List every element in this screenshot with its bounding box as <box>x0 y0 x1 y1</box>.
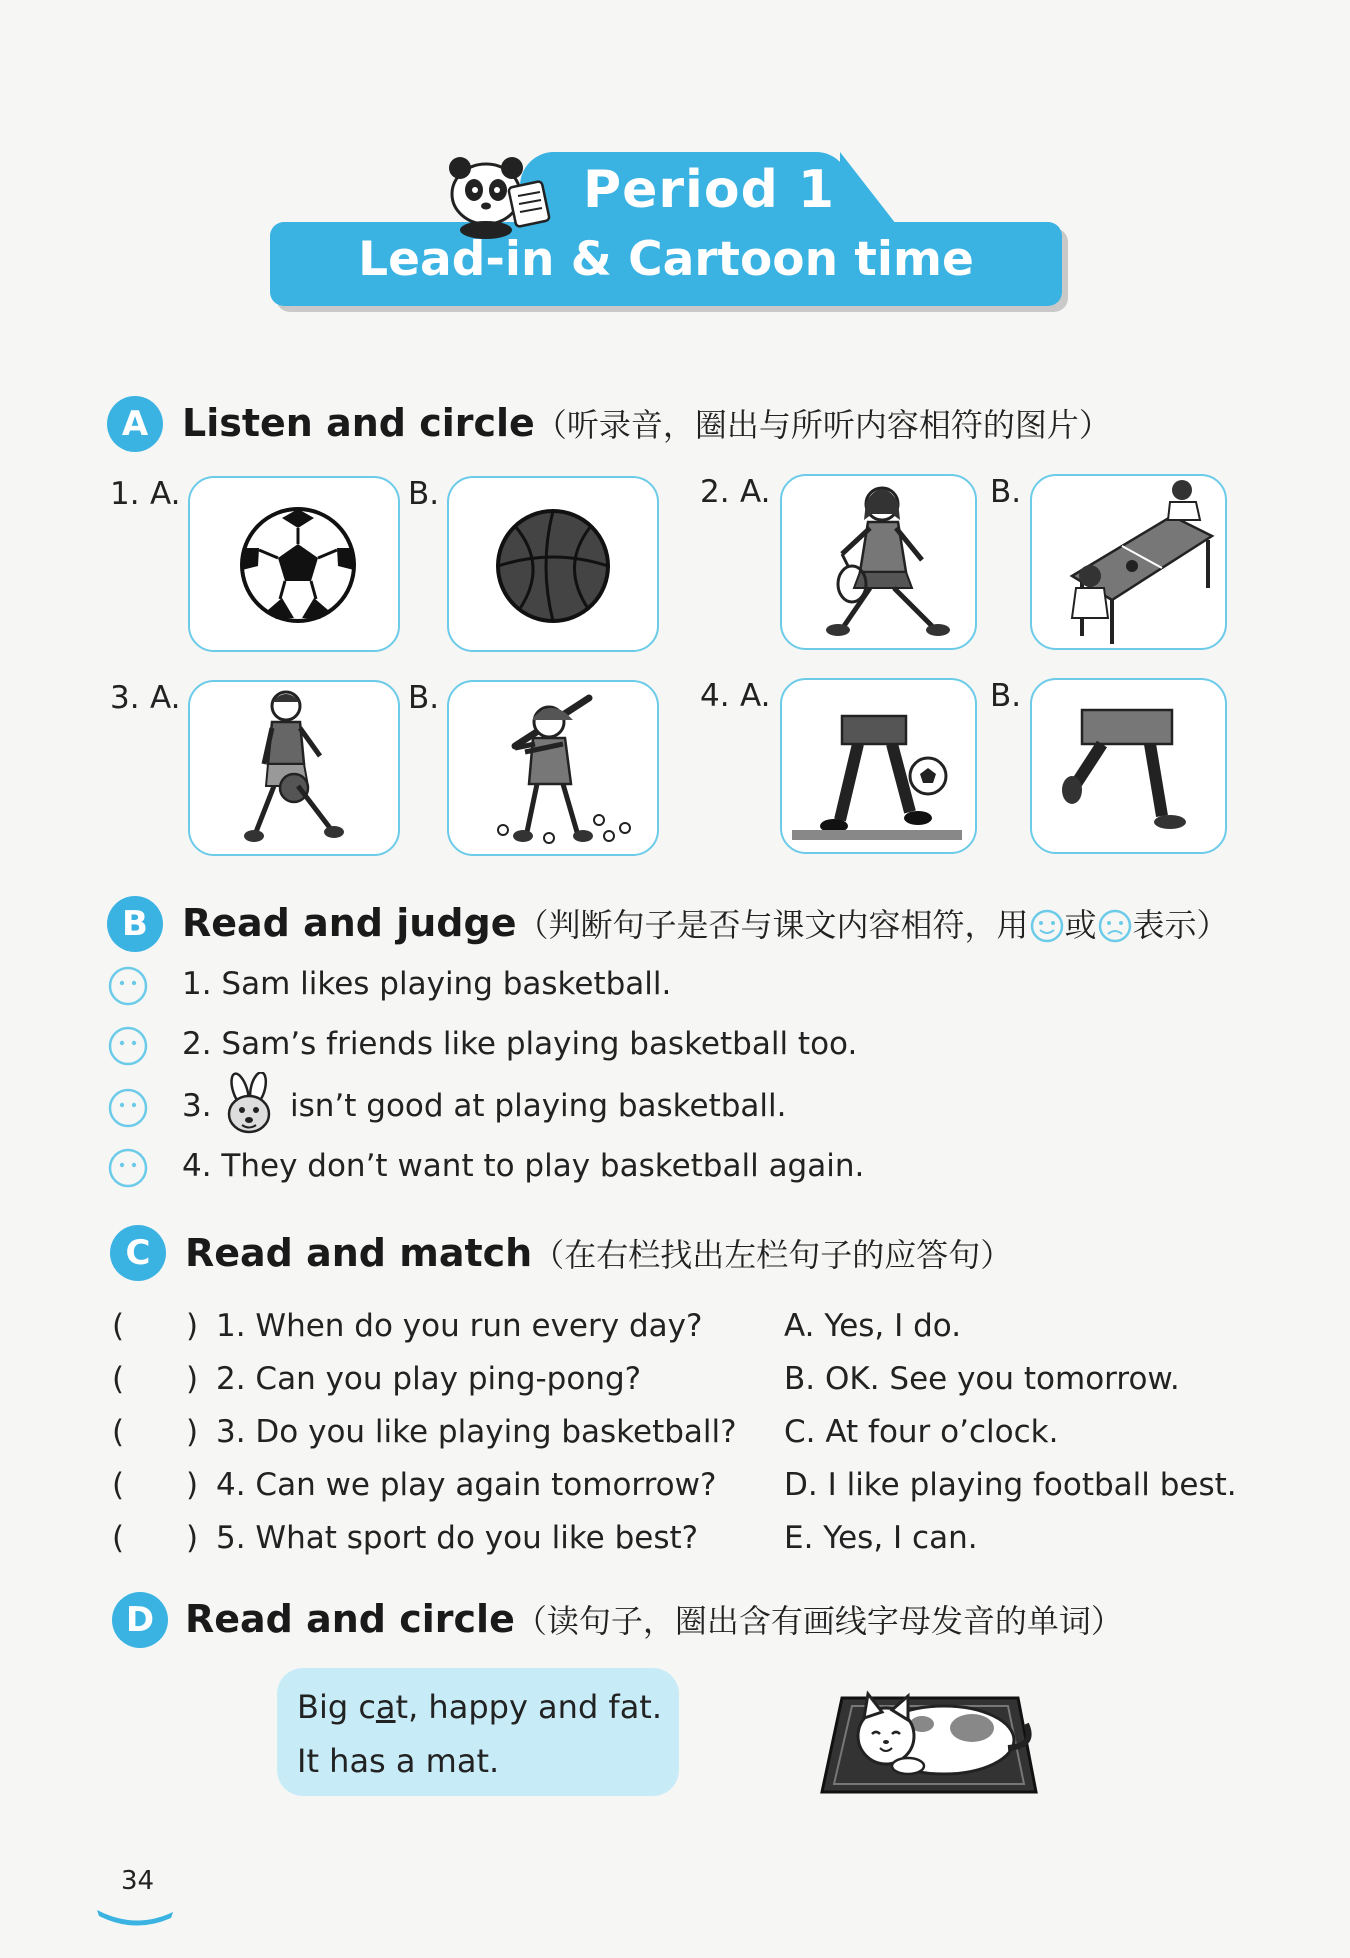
answer-open-paren: ( <box>112 1467 125 1503</box>
item-2-label-a: A. <box>740 474 771 510</box>
blank-face-icon[interactable] <box>108 1026 148 1066</box>
judge-item-2: 2. Sam’s friends like playing basketball too. <box>182 1026 858 1062</box>
item-4-option-b[interactable] <box>1030 678 1227 854</box>
answer-close-paren: ) <box>186 1308 199 1344</box>
girl-playing-badminton-icon <box>782 476 975 648</box>
section-a-note: （听录音，圈出与所听内容相符的图片） <box>534 406 1111 444</box>
answer-open-paren: ( <box>112 1361 125 1397</box>
match-answer-e: E. Yes, I can. <box>784 1520 978 1556</box>
item-2-label-b: B. <box>990 474 1022 510</box>
rabbit-character-icon <box>218 1072 280 1138</box>
page-swoosh-decoration <box>95 1904 175 1928</box>
boy-playing-baseball-icon <box>449 682 657 854</box>
match-answer-b: B. OK. See you tomorrow. <box>784 1361 1180 1397</box>
cat-on-mat-icon <box>812 1662 1048 1802</box>
section-a-badge: A <box>107 396 163 452</box>
section-c-badge: C <box>110 1225 166 1281</box>
match-question-4: 4. Can we play again tomorrow? <box>216 1467 717 1503</box>
rhyme-line-2: It has a mat. <box>297 1742 500 1780</box>
section-a-title: Listen and circle <box>182 401 535 445</box>
answer-open-paren: ( <box>112 1520 125 1556</box>
item-2-number: 2. <box>700 474 730 510</box>
section-b-note-before: （判断句子是否与课文内容相符，用 <box>516 906 1029 944</box>
sad-face-icon <box>1097 908 1133 944</box>
section-c-title: Read and match <box>185 1231 533 1275</box>
item-4-number: 4. <box>700 678 730 714</box>
section-d-note: （读句子，圈出含有画线字母发音的单词） <box>514 1602 1123 1640</box>
boy-playing-basketball-icon <box>190 682 398 854</box>
section-d-badge: D <box>112 1592 168 1648</box>
answer-close-paren: ) <box>186 1467 199 1503</box>
item-1-number: 1. <box>110 476 140 512</box>
section-d-title: Read and circle <box>185 1597 515 1641</box>
soccer-ball-icon <box>190 478 398 650</box>
item-3-label-a: A. <box>150 680 181 716</box>
answer-close-paren: ) <box>186 1414 199 1450</box>
section-c-note: （在右栏找出左栏句子的应答句） <box>532 1236 1013 1274</box>
match-answer-d: D. I like playing football best. <box>784 1467 1237 1503</box>
judge-item-3: isn’t good at playing basketball. <box>290 1088 787 1124</box>
item-3-label-b: B. <box>408 680 440 716</box>
item-2-option-b[interactable] <box>1030 474 1227 650</box>
section-b-badge: B <box>107 896 163 952</box>
item-2-option-a[interactable] <box>780 474 977 650</box>
section-b-note-mid: 或 <box>1064 906 1097 944</box>
rhyme-line-1 <box>297 1688 662 1726</box>
lesson-subtitle: Lead-in & Cartoon time <box>358 232 974 287</box>
section-b-heading <box>182 900 1229 946</box>
underlined-letter: a <box>375 1688 396 1726</box>
blank-face-icon[interactable] <box>108 1088 148 1128</box>
item-4-label-a: A. <box>740 678 771 714</box>
match-answer-a: A. Yes, I do. <box>784 1308 962 1344</box>
section-b-title: Read and judge <box>182 901 517 945</box>
section-a-heading <box>182 400 1111 446</box>
item-3-number: 3. <box>110 680 140 716</box>
match-question-1: 1. When do you run every day? <box>216 1308 703 1344</box>
blank-face-icon[interactable] <box>108 966 148 1006</box>
period-title: Period 1 <box>583 160 836 220</box>
legs-running-icon <box>1032 680 1225 852</box>
item-4-label-b: B. <box>990 678 1022 714</box>
item-3-option-b[interactable] <box>447 680 659 856</box>
match-question-5: 5. What sport do you like best? <box>216 1520 699 1556</box>
answer-open-paren: ( <box>112 1414 125 1450</box>
judge-item-3-number: 3. <box>182 1088 212 1124</box>
basketball-icon <box>449 478 657 650</box>
answer-open-paren: ( <box>112 1308 125 1344</box>
item-1-label-b: B. <box>408 476 440 512</box>
page-number: 34 <box>121 1866 155 1896</box>
rhyme-line-1-end: t, happy and fat. <box>395 1688 663 1726</box>
rhyme-line-1-start: Big c <box>297 1688 376 1726</box>
item-1-option-b[interactable] <box>447 476 659 652</box>
answer-close-paren: ) <box>186 1520 199 1556</box>
section-c-heading <box>185 1230 1012 1276</box>
legs-kicking-football-icon <box>782 680 975 852</box>
answer-close-paren: ) <box>186 1361 199 1397</box>
boys-playing-ping-pong-icon <box>1032 476 1225 648</box>
match-question-3: 3. Do you like playing basketball? <box>216 1414 737 1450</box>
match-question-2: 2. Can you play ping-pong? <box>216 1361 642 1397</box>
blank-face-icon[interactable] <box>108 1148 148 1188</box>
judge-item-1: 1. Sam likes playing basketball. <box>182 966 672 1002</box>
item-1-label-a: A. <box>150 476 181 512</box>
match-answer-c: C. At four o’clock. <box>784 1414 1059 1450</box>
judge-item-4: 4. They don’t want to play basketball again. <box>182 1148 865 1184</box>
smiley-face-icon <box>1029 908 1065 944</box>
section-d-heading <box>185 1596 1123 1642</box>
panda-mascot-icon <box>446 150 566 240</box>
item-4-option-a[interactable] <box>780 678 977 854</box>
item-3-option-a[interactable] <box>188 680 400 856</box>
item-1-option-a[interactable] <box>188 476 400 652</box>
section-b-note-after: 表示） <box>1132 906 1229 944</box>
